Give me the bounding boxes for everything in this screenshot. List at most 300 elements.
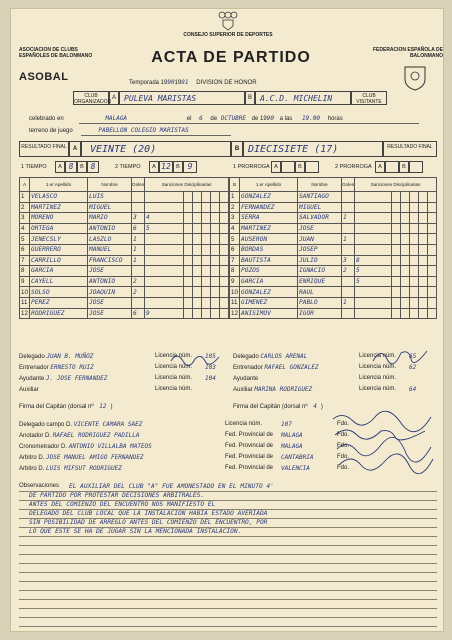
sanction-cell (202, 287, 211, 298)
roster-row (230, 255, 437, 266)
player-goals: 1 (342, 234, 355, 245)
sanction-cell (392, 192, 401, 203)
player-sanction: 8 (355, 255, 392, 266)
ruled-line (19, 563, 437, 564)
sanction-cell (428, 202, 437, 213)
observation-line: EL AUXILIAR DEL CLUB "A" FUE AMONESTADO EN EL MINUTO 4' (69, 483, 274, 490)
ruled-line (19, 572, 437, 573)
sanction-cell (428, 266, 437, 277)
sanction-cell (184, 276, 193, 287)
player-surname: ORTEGA (30, 223, 88, 234)
sanction-cell (193, 223, 202, 234)
player-sanction (145, 255, 184, 266)
club-visitor-label: CLUB VISITANTE (351, 91, 387, 105)
player-surname: POZOS (240, 266, 298, 277)
sanction-cell (401, 234, 410, 245)
club-b-letter: B (245, 91, 255, 105)
player-name: LUIS (88, 192, 132, 203)
player-number: 8 (20, 266, 30, 277)
sanction-cell (193, 255, 202, 266)
sanction-cell (220, 287, 229, 298)
sanction-cell (410, 276, 419, 287)
player-sanction (355, 308, 392, 319)
entrenador-a: ERNESTO RUIZ (50, 364, 94, 371)
official-name: RAFAEL RODRIGUEZ PADILLA (52, 432, 140, 439)
team-b-roster: B 1.er Apellido Nombre Goles Sanciones Disciplinarias 1 GONZALEZ SANTIAGO 2 FERNANDEZ MIGUEL 3 SERRA SALVADOR 1 4 MARTINEZ JOSE 5 AUSERON JUAN 1 6 BORDAS JOSEP 7 BAUTISTA JULIO 3 8 8 POZOS IGNACIO 2 5 9 GARCIA ENRIQUE 5 10 GONZALEZ RAUL 11 GIMENEZ PABLO 1 12 ANISIMOV IGOR (229, 177, 437, 319)
official-name: JOSE MANUEL AMIGO FERNANDEZ (46, 454, 144, 461)
player-sanction (145, 287, 184, 298)
sanction-cell (401, 213, 410, 224)
result-label-b: RESULTADO FINAL (383, 141, 437, 157)
sanction-cell (211, 223, 220, 234)
ruled-line (19, 626, 437, 627)
ruled-line (19, 608, 437, 609)
delegado-a: JUAN B. MUÑOZ (46, 353, 94, 360)
sanction-cell (184, 202, 193, 213)
player-name: MARIO (88, 213, 132, 224)
sanction-cell (419, 255, 428, 266)
sanction-cell (220, 244, 229, 255)
sanction-cell (410, 223, 419, 234)
right-org-name: FEDERACION ESPAÑOLA DE BALONMANO (372, 47, 443, 59)
roster-row (20, 244, 229, 255)
sanction-cell (401, 266, 410, 277)
sanction-cell (401, 244, 410, 255)
official-name: LUIS MIFSUT RODRIGUEZ (46, 465, 122, 472)
sanction-cell (392, 213, 401, 224)
player-name: ANTONIO (88, 223, 132, 234)
player-number: 12 (231, 309, 238, 317)
player-number: 7 (20, 255, 30, 266)
roster-row (230, 223, 437, 234)
official-license: MALAGA (281, 432, 303, 439)
lic-delegado-a: 105 (205, 353, 216, 360)
official-row: Arbitro D. LUIS MIFSUT RODRIGUEZ Fed. Provincial de VALENCIA Fdo. (19, 465, 350, 472)
lic-ayudante-a: 104 (205, 375, 216, 382)
ruled-line (19, 491, 437, 492)
player-sanction: 5 (145, 223, 184, 234)
sanction-cell (220, 308, 229, 319)
roster-row (20, 276, 229, 287)
player-name: JOSE (88, 297, 132, 308)
player-goals: 1 (132, 255, 145, 266)
player-name: JOSE (298, 223, 342, 234)
official-license: VALENCIA (281, 465, 310, 472)
sanction-cell (202, 202, 211, 213)
player-surname: BAUTISTA (240, 255, 298, 266)
sanction-cell (184, 213, 193, 224)
sanction-cell (428, 308, 437, 319)
player-name: JOSE (88, 308, 132, 319)
official-row: Cronometrador D. ANTONIO VILLALBA MATEOS Fed. Provincial de MALAGA Fdo. (19, 443, 350, 450)
sanction-cell (193, 213, 202, 224)
result-b-letter: B (231, 141, 243, 157)
player-surname: GONZALEZ (240, 192, 298, 203)
sanction-cell (401, 202, 410, 213)
sanction-cell (410, 255, 419, 266)
player-surname: ANISIMOV (240, 308, 298, 319)
sanction-cell (184, 255, 193, 266)
player-sanction: 4 (145, 213, 184, 224)
observation-line: ANTES DEL COMIENZO DEL ENCUENTRO NOS MANIFIESTO EL (29, 501, 216, 508)
player-sanction (145, 244, 184, 255)
roster-row (230, 202, 437, 213)
sanction-cell (419, 213, 428, 224)
match-report-sheet (10, 8, 444, 632)
ruled-line (19, 509, 437, 510)
player-surname: CARRILLO (30, 255, 88, 266)
player-goals (132, 192, 145, 203)
sanction-cell (410, 287, 419, 298)
sanction-cell (419, 276, 428, 287)
sanction-cell (202, 297, 211, 308)
sanction-cell (220, 202, 229, 213)
player-number: 6 (230, 244, 240, 255)
staff-a: Delegado JUAN B. MUÑOZ Licencia núm. 105 Entrenador ERNESTO RUIZ Licencia núm. 103 Ayudante J. JOSE FERNANDEZ Licencia núm. 104 Auxiliar Licencia núm. Firma del Capitán (dorsal nº 12 ) (19, 353, 229, 417)
roster-row (230, 308, 437, 319)
sanction-cell (220, 266, 229, 277)
sanction-cell (202, 276, 211, 287)
player-number: 4 (20, 223, 30, 234)
sanction-cell (419, 266, 428, 277)
player-surname: RODRIGUEZ (30, 308, 88, 319)
ruled-line (19, 590, 437, 591)
sanction-cell (184, 308, 193, 319)
sanction-cell (193, 234, 202, 245)
player-name: MIGUEL (88, 202, 132, 213)
player-name: JUAN (298, 234, 342, 245)
player-name: MANUEL (88, 244, 132, 255)
sanction-cell (392, 255, 401, 266)
sanction-cell (184, 192, 193, 203)
periods-row: 1 TIEMPO A 8 B 8 2 TIEMPO A 12 B 9 1 PRORROGA A B 2 PRORROGA A B (19, 161, 437, 173)
lic-entrenador-b: 62 (409, 364, 417, 371)
sanction-cell (410, 192, 419, 203)
player-name: IGOR (298, 308, 342, 319)
sanction-cell (410, 244, 419, 255)
player-sanction (145, 266, 184, 277)
player-number: 2 (230, 202, 240, 213)
sanction-cell (428, 223, 437, 234)
player-name: ENRIQUE (298, 276, 342, 287)
sanction-cell (410, 297, 419, 308)
sanction-cell (419, 297, 428, 308)
sanction-cell (401, 308, 410, 319)
player-sanction: 9 (145, 308, 184, 319)
lic-auxiliar-b: 64 (409, 386, 417, 393)
player-goals: 1 (132, 234, 145, 245)
player-name: PABLO (298, 297, 342, 308)
sanction-cell (211, 244, 220, 255)
sanction-cell (428, 234, 437, 245)
player-number: 5 (20, 234, 30, 245)
ruled-line (19, 554, 437, 555)
sanction-cell (419, 223, 428, 234)
sanction-cell (428, 287, 437, 298)
sanction-cell (392, 234, 401, 245)
official-row: Arbitro D. JOSE MANUEL AMIGO FERNANDEZ Fed. Provincial de CANTABRIA Fdo. (19, 454, 350, 461)
sanction-cell (392, 244, 401, 255)
player-goals (342, 276, 355, 287)
sanction-cell (211, 297, 220, 308)
ruled-line (19, 527, 437, 528)
player-sanction (145, 234, 184, 245)
sanction-cell (392, 223, 401, 234)
result-b-score: DIECISIETE (17) (243, 141, 383, 157)
field-line: terreno de juego PABELLON COLEGIO MARISTAS (29, 127, 189, 134)
asobal-logo: ASOBAL (19, 71, 69, 83)
sanction-cell (202, 234, 211, 245)
player-surname: MORENO (30, 213, 88, 224)
roster-row (230, 276, 437, 287)
sanction-cell (428, 244, 437, 255)
sanction-cell (193, 287, 202, 298)
sanction-cell (392, 308, 401, 319)
player-goals (342, 202, 355, 213)
sanction-cell (401, 192, 410, 203)
player-name: LASZLO (88, 234, 132, 245)
player-surname: SERRA (240, 213, 298, 224)
roster-row (20, 308, 229, 319)
observation-line: DE PARTIDO POR PROTESTAR DECISIONES ARBITRALES. (29, 492, 205, 499)
division-name: DIVISION DE HONOR (196, 80, 257, 86)
captain-b-signature (371, 345, 431, 367)
sanction-cell (211, 234, 220, 245)
sanction-cell (202, 244, 211, 255)
player-number: 10 (21, 288, 28, 296)
sanction-cell (428, 192, 437, 203)
sanction-cell (184, 266, 193, 277)
roster-row (230, 297, 437, 308)
sanction-cell (184, 297, 193, 308)
sanction-cell (202, 266, 211, 277)
sanction-cell (193, 276, 202, 287)
sanction-cell (401, 255, 410, 266)
player-sanction (355, 202, 392, 213)
sanction-cell (419, 244, 428, 255)
sanction-cell (193, 192, 202, 203)
player-surname: VELASCO (30, 192, 88, 203)
sanction-cell (401, 297, 410, 308)
sanction-cell (419, 202, 428, 213)
club-a-letter: A (109, 91, 119, 105)
sanction-cell (193, 244, 202, 255)
player-number: 11 (230, 297, 240, 308)
player-surname: JENECSLY (30, 234, 88, 245)
player-goals: 3 (132, 213, 145, 224)
player-goals: 6 (132, 223, 145, 234)
lic-entrenador-a: 103 (205, 364, 216, 371)
roster-row (230, 287, 437, 298)
sanction-cell (193, 308, 202, 319)
player-sanction: 5 (355, 266, 392, 277)
player-number: 5 (230, 234, 240, 245)
player-number: 4 (230, 223, 240, 234)
auxiliar-b: MARINA RODRIGUEZ (254, 386, 313, 393)
sanction-cell (392, 276, 401, 287)
player-name: IGNACIO (298, 266, 342, 277)
entrenador-b: RAFAEL GONZALEZ (264, 364, 319, 371)
sanction-cell (184, 234, 193, 245)
lic-delegado-b: 65 (409, 353, 417, 360)
year-value: 90 (266, 115, 274, 122)
sanction-cell (419, 234, 428, 245)
player-sanction (355, 192, 392, 203)
player-surname: GARCIA (30, 266, 88, 277)
player-goals (132, 297, 145, 308)
player-number: 7 (230, 255, 240, 266)
captain-a-number: 12 (99, 403, 107, 410)
observations-label: Observaciones (19, 483, 60, 489)
council-name: CONSEJO SUPERIOR DE DEPORTES (183, 32, 273, 38)
player-surname: MARTINEZ (240, 223, 298, 234)
player-number: 11 (20, 297, 30, 308)
sanction-cell (419, 192, 428, 203)
player-goals (342, 223, 355, 234)
delegado-b: CARLOS ARENAL (260, 353, 308, 360)
sanction-cell (184, 223, 193, 234)
result-a-letter: A (69, 141, 81, 157)
sanction-cell (184, 287, 193, 298)
player-goals: 1 (132, 244, 145, 255)
player-number: 1 (230, 192, 240, 203)
sanction-cell (202, 255, 211, 266)
sanction-cell (428, 213, 437, 224)
player-sanction (355, 244, 392, 255)
observation-line: LO QUE ESTE SE HA DE JUGAR SIN LA MENCIONADA INSTALACION. (29, 528, 242, 535)
sanction-cell (220, 297, 229, 308)
player-goals: 1 (342, 297, 355, 308)
sanction-cell (220, 192, 229, 203)
ruled-line (19, 599, 437, 600)
player-name: JULIO (298, 255, 342, 266)
player-sanction (355, 297, 392, 308)
player-surname: FERNANDEZ (240, 202, 298, 213)
official-row: Anotador D. RAFAEL RODRIGUEZ PADILLA Fed. Provincial de MALAGA Fdo. (19, 432, 350, 439)
time-value: 19.00 (301, 115, 321, 122)
month-value: OCTUBRE (220, 115, 247, 122)
club-organizer-label: CLUB ORGANIZADOR (74, 93, 112, 105)
player-number: 1 (20, 192, 30, 203)
roster-row (230, 266, 437, 277)
captain-b-number: 4 (313, 403, 317, 410)
sanction-cell (428, 276, 437, 287)
player-name: MIGUEL (298, 202, 342, 213)
roster-row (20, 287, 229, 298)
sanction-cell (211, 213, 220, 224)
player-number: 2 (20, 202, 30, 213)
player-sanction (355, 234, 392, 245)
sanction-cell (202, 308, 211, 319)
ruled-line (19, 518, 437, 519)
player-goals: 2 (342, 266, 355, 277)
player-surname: PEREZ (30, 297, 88, 308)
t2-a-value: 12 (159, 161, 173, 173)
sanction-cell (220, 213, 229, 224)
roster-row (20, 266, 229, 277)
sanction-cell (193, 297, 202, 308)
federation-emblem (403, 65, 427, 91)
sanction-cell (202, 213, 211, 224)
player-name: FRANCISCO (88, 255, 132, 266)
sanction-cell (392, 202, 401, 213)
sanction-cell (410, 234, 419, 245)
player-surname: GUERRERO (30, 244, 88, 255)
roster-row (230, 213, 437, 224)
player-surname: CAYELL (30, 276, 88, 287)
team-a-roster: A 1.er Apellido Nombre Goles Sanciones Disciplinarias 1 VELASCO LUIS 2 MARTINEZ MIGUEL 3 MORENO MARIO 3 4 4 ORTEGA ANTONIO 6 5 5 JENECSLY LASZLO 1 6 GUERRERO MANUEL 1 7 CARRILLO FRANCISCO 1 8 GARCIA JOSE 9 CAYELL ANTONIO 2 10 SOLSO JOAQUIN 2 11 PEREZ JOSE 12 RODRIGUEZ JOSE 6 9 (19, 177, 229, 319)
t1-a-value: 8 (65, 161, 77, 173)
sanction-cell (211, 192, 220, 203)
official-license: MALAGA (281, 443, 303, 450)
observation-line: SIN POSIBILIDAD DE ARREGLO ANTES DEL COMIENZO DEL ENCUENTRO, POR (29, 519, 268, 526)
player-sanction (145, 192, 184, 203)
player-goals (132, 266, 145, 277)
result-label-a: RESULTADO FINAL (19, 141, 69, 157)
referee-signatures (329, 409, 437, 477)
player-surname: AUSERON (240, 234, 298, 245)
observation-line: DELEGADO DEL CLUB LOCAL QUE LA INSTALACION HABIA ESTADO AVERIADA (29, 510, 268, 517)
player-number: 10 (231, 288, 238, 296)
player-surname: GONZALEZ (240, 287, 298, 298)
roster-row (20, 234, 229, 245)
sanction-cell (401, 223, 410, 234)
ruled-line (19, 500, 437, 501)
sanction-cell (392, 287, 401, 298)
t2-b-value: 9 (183, 161, 197, 173)
player-surname: GARCIA (240, 276, 298, 287)
player-name: RAUL (298, 287, 342, 298)
roster-row (20, 202, 229, 213)
player-goals (342, 192, 355, 203)
result-a-score: VEINTE (20) (81, 141, 231, 157)
roster-row (20, 297, 229, 308)
official-license: CANTABRIA (281, 454, 314, 461)
left-org-name: ASOCIACION DE CLUBS ESPAÑOLES DE BALONMANO (19, 47, 93, 59)
roster-row (20, 213, 229, 224)
city-value: MALAGA (105, 115, 128, 122)
player-name: SALVADOR (298, 213, 342, 224)
roster-row (20, 192, 229, 203)
official-name: VICENTE CAMARA SAEZ (73, 421, 143, 428)
player-goals (342, 308, 355, 319)
sanction-cell (220, 234, 229, 245)
sanction-cell (193, 202, 202, 213)
sanction-cell (392, 266, 401, 277)
player-goals: 1 (342, 213, 355, 224)
player-surname: GIMENEZ (240, 297, 298, 308)
player-name: ANTONIO (88, 276, 132, 287)
player-name: JOSE (88, 266, 132, 277)
official-row: Delegado campo D. VICENTE CAMARA SAEZ Licencia núm. 107 Fdo. (19, 421, 350, 428)
player-sanction (145, 297, 184, 308)
sanction-cell (428, 297, 437, 308)
sanction-cell (193, 266, 202, 277)
roster-row (20, 255, 229, 266)
page-title: ACTA DE PARTIDO (151, 49, 311, 66)
player-name: SANTIAGO (298, 192, 342, 203)
player-number: 9 (230, 276, 240, 287)
sanction-cell (211, 276, 220, 287)
sanction-cell (184, 244, 193, 255)
ruled-line (19, 617, 437, 618)
player-goals (342, 244, 355, 255)
player-number: 3 (230, 213, 240, 224)
player-number: 8 (230, 266, 240, 277)
player-name: JOSEP (298, 244, 342, 255)
season-line: Temporada 19901991 DIVISION DE HONOR (129, 79, 257, 86)
player-number: 6 (20, 244, 30, 255)
